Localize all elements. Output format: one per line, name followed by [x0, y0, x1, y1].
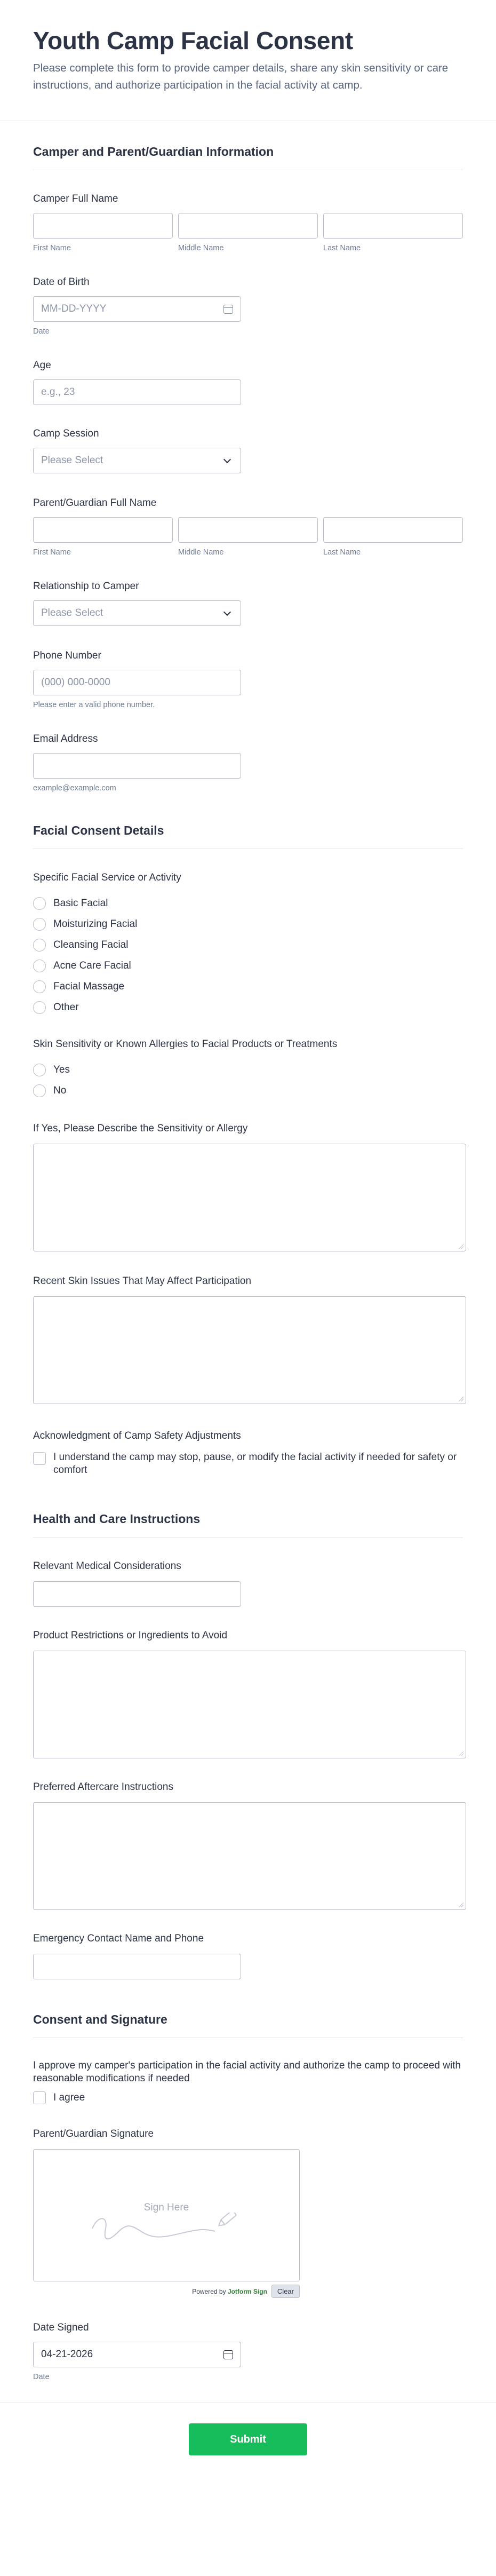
dob-label: Date of Birth: [33, 276, 90, 288]
powered-brand: Jotform Sign: [227, 2287, 267, 2295]
aftercare-label: Preferred Aftercare Instructions: [33, 1781, 173, 1793]
agree-text: I agree: [53, 2092, 85, 2103]
radio-button[interactable]: [33, 980, 46, 993]
checkbox[interactable]: [33, 1452, 46, 1465]
signature-scribble-icon: [87, 2213, 247, 2245]
radio-button[interactable]: [33, 918, 46, 931]
acknowledgment-option[interactable]: [33, 1451, 466, 1477]
form-footer: [0, 2403, 496, 2477]
signature-pad[interactable]: [33, 2149, 300, 2281]
radio-option[interactable]: [33, 976, 463, 997]
first-name-sublabel: First Name: [33, 244, 71, 252]
camper-name-field: [0, 193, 496, 252]
camp-session-placeholder: Please Select: [41, 455, 103, 466]
option-label: Acne Care Facial: [53, 960, 131, 971]
checkbox[interactable]: [33, 2091, 46, 2104]
phone-input[interactable]: [33, 670, 241, 695]
radio-button[interactable]: [33, 960, 46, 972]
resize-handle-icon[interactable]: [458, 1396, 463, 1401]
date-signed-label: Date Signed: [33, 2322, 89, 2333]
phone-placeholder: (000) 000-0000: [41, 677, 110, 688]
recent-skin-issues-textarea[interactable]: [33, 1296, 466, 1404]
acknowledgment-label: Acknowledgment of Camp Safety Adjustments: [33, 1430, 241, 1441]
radio-button[interactable]: [33, 897, 46, 910]
email-label: Email Address: [33, 733, 98, 744]
guardian-first-name-input[interactable]: [33, 517, 173, 543]
age-field: [0, 359, 496, 405]
section-title: Facial Consent Details: [33, 823, 463, 849]
sensitivity-options: [33, 1059, 463, 1101]
radio-option[interactable]: [33, 955, 463, 976]
option-label: Facial Massage: [53, 980, 125, 992]
calendar-icon[interactable]: [223, 2350, 233, 2359]
age-input[interactable]: [33, 379, 241, 405]
chevron-down-icon: [223, 455, 231, 463]
relationship-select[interactable]: [33, 600, 241, 626]
sign-here-hint: Sign Here: [143, 2202, 189, 2213]
camper-last-name-input[interactable]: [323, 213, 463, 239]
camper-middle-name-input[interactable]: [178, 213, 318, 239]
product-restrictions-textarea[interactable]: [33, 1651, 466, 1758]
age-label: Age: [33, 360, 51, 371]
approve-label: I approve my camper's participation in the facial activity and authorize the camp to proceed with reasonable modifications if needed: [33, 2060, 461, 2084]
aftercare-textarea[interactable]: [33, 1802, 466, 1910]
phone-field: [0, 649, 496, 709]
powered-prefix: Powered by: [192, 2287, 226, 2295]
product-restrictions-field: [0, 1629, 496, 1758]
calendar-icon[interactable]: [223, 305, 233, 314]
radio-option[interactable]: [33, 893, 463, 914]
product-restrictions-label: Product Restrictions or Ingredients to Avoid: [33, 1630, 228, 1641]
option-label: Yes: [53, 1064, 70, 1075]
date-signed-value: 04-21-2026: [41, 2349, 93, 2360]
dob-input[interactable]: [33, 296, 241, 322]
submit-button[interactable]: Submit: [189, 2423, 307, 2455]
section-title: Camper and Parent/Guardian Information: [33, 145, 463, 170]
describe-sensitivity-field: [0, 1122, 496, 1251]
last-name-sublabel: Last Name: [323, 548, 361, 557]
radio-button[interactable]: [33, 1064, 46, 1076]
radio-option[interactable]: [33, 914, 463, 934]
email-field: [0, 733, 496, 792]
signature-label: Parent/Guardian Signature: [33, 2128, 154, 2139]
approve-field: [0, 2059, 496, 2104]
sensitivity-field: [0, 1038, 496, 1101]
resize-handle-icon[interactable]: [458, 1243, 463, 1249]
recent-skin-issues-label: Recent Skin Issues That May Affect Participation: [33, 1275, 252, 1287]
dob-placeholder: MM-DD-YYYY: [41, 303, 107, 314]
camper-name-label: Camper Full Name: [33, 193, 118, 204]
facial-service-options: [33, 893, 463, 1018]
section-facial-consent: [0, 823, 496, 849]
email-sublabel: example@example.com: [33, 784, 116, 792]
medical-considerations-label: Relevant Medical Considerations: [33, 1560, 181, 1572]
chevron-down-icon: [223, 608, 231, 615]
acknowledgment-field: [0, 1430, 496, 1477]
radio-button[interactable]: [33, 1084, 46, 1097]
facial-service-field: [0, 871, 496, 1018]
facial-service-label: Specific Facial Service or Activity: [33, 872, 181, 883]
email-input[interactable]: [33, 753, 241, 779]
radio-option[interactable]: [33, 934, 463, 955]
form-header: [0, 0, 496, 121]
signature-field: [0, 2128, 496, 2298]
dob-field: [0, 276, 496, 336]
dob-sublabel: Date: [33, 327, 50, 336]
agree-option[interactable]: [33, 2091, 463, 2104]
medical-considerations-input[interactable]: [33, 1581, 241, 1607]
describe-sensitivity-textarea[interactable]: [33, 1144, 466, 1251]
emergency-contact-field: [0, 1932, 496, 1979]
section-title: Consent and Signature: [33, 2012, 463, 2038]
date-signed-field: [0, 2321, 496, 2381]
sensitivity-label: Skin Sensitivity or Known Allergies to Facial Products or Treatments: [33, 1039, 338, 1050]
describe-sensitivity-label: If Yes, Please Describe the Sensitivity or Allergy: [33, 1123, 248, 1134]
option-label: Moisturizing Facial: [53, 918, 138, 930]
medical-considerations-field: [0, 1560, 496, 1607]
last-name-sublabel: Last Name: [323, 244, 361, 252]
option-label: Other: [53, 1001, 79, 1013]
section-title: Health and Care Instructions: [33, 1512, 463, 1537]
resize-handle-icon[interactable]: [458, 1902, 463, 1907]
section-camper-info: [0, 145, 496, 170]
acknowledgment-text: I understand the camp may stop, pause, or modify the facial activity if needed for safety or comfort: [53, 1452, 457, 1476]
camp-session-label: Camp Session: [33, 428, 99, 439]
section-health-care: [0, 1512, 496, 1537]
recent-skin-issues-field: [0, 1275, 496, 1404]
relationship-label: Relationship to Camper: [33, 581, 139, 592]
guardian-name-field: [0, 497, 496, 557]
relationship-field: [0, 580, 496, 626]
camp-session-select[interactable]: [33, 448, 241, 473]
age-placeholder: e.g., 23: [41, 386, 75, 398]
camp-session-field: [0, 427, 496, 473]
powered-by-text: [192, 2288, 267, 2295]
emergency-contact-label: Emergency Contact Name and Phone: [33, 1933, 204, 1944]
form-description: Please complete this form to provide camper details, share any skin sensitivity or care instructions, and authorize participation in the facial activity at camp.: [33, 62, 449, 91]
guardian-name-label: Parent/Guardian Full Name: [33, 497, 157, 509]
radio-option-yes[interactable]: [33, 1059, 463, 1080]
middle-name-sublabel: Middle Name: [178, 548, 224, 557]
phone-sublabel: Please enter a valid phone number.: [33, 701, 155, 709]
signature-footer: [33, 2285, 300, 2298]
clear-signature-button[interactable]: Clear: [271, 2285, 300, 2298]
aftercare-field: [0, 1781, 496, 1910]
option-label: Cleansing Facial: [53, 939, 129, 950]
date-signed-sublabel: Date: [33, 2373, 50, 2381]
guardian-middle-name-input[interactable]: [178, 517, 318, 543]
phone-label: Phone Number: [33, 650, 101, 661]
guardian-last-name-input[interactable]: [323, 517, 463, 543]
option-label: No: [53, 1084, 67, 1096]
section-consent-signature: [0, 2012, 496, 2038]
camper-first-name-input[interactable]: [33, 213, 173, 239]
middle-name-sublabel: Middle Name: [178, 244, 224, 252]
radio-option[interactable]: [33, 997, 463, 1018]
radio-button[interactable]: [33, 939, 46, 952]
radio-option-no[interactable]: [33, 1080, 463, 1101]
relationship-placeholder: Please Select: [41, 607, 103, 619]
date-signed-input[interactable]: [33, 2342, 241, 2367]
form-title: Youth Camp Facial Consent: [33, 27, 353, 54]
radio-button[interactable]: [33, 1001, 46, 1014]
emergency-contact-input[interactable]: [33, 1954, 241, 1979]
option-label: Basic Facial: [53, 897, 108, 909]
first-name-sublabel: First Name: [33, 548, 71, 557]
resize-handle-icon[interactable]: [458, 1750, 463, 1756]
